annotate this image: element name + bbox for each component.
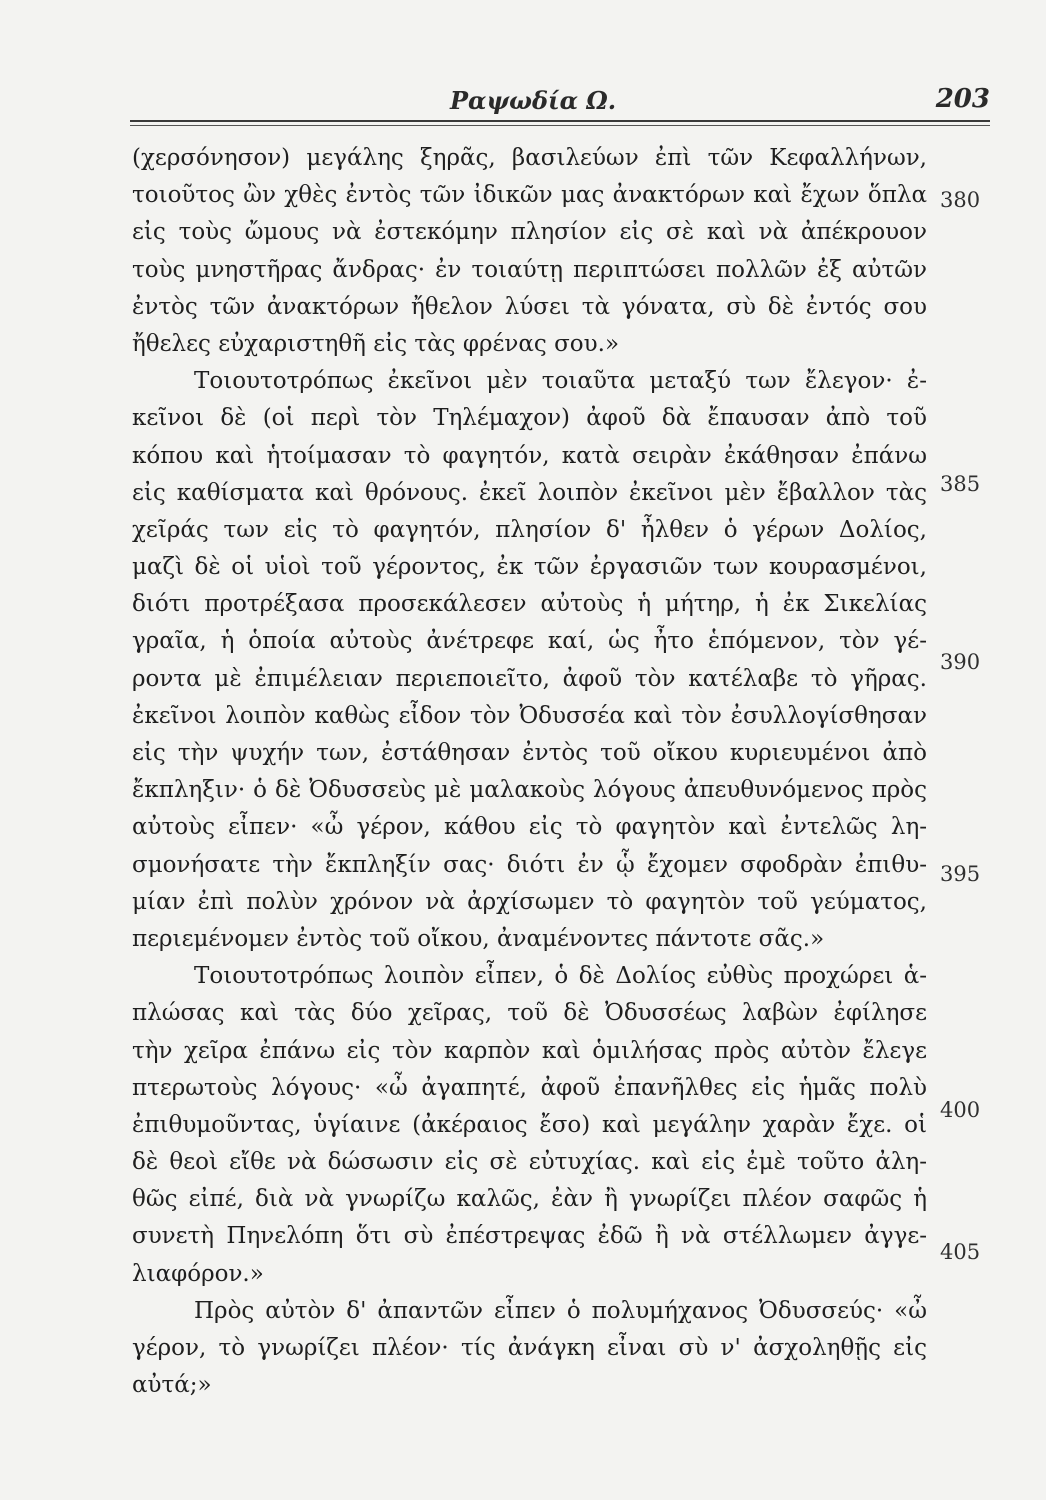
text-line: ἐντὸς τῶν ἀνακτόρων ἤθελον λύσει τὰ γόνατα, σὺ δὲ ἐντός σου [132, 293, 927, 320]
text-line: λιαφόρον.» [132, 1260, 264, 1287]
header-rule-thin [130, 125, 990, 126]
line-number: 395 [940, 862, 981, 886]
page-header [130, 82, 990, 122]
text-line: χεῖράς των εἰς τὸ φαγητόν, πλησίον δ' ἦλθεν ὁ γέρων Δολίος, [132, 516, 927, 543]
text-line: εἰς τοὺς ὤμους νὰ ἐστεκόμην πλησίον εἰς σὲ καὶ νὰ ἀπέκρουον [132, 219, 927, 246]
text-line: σμονήσατε τὴν ἔκπληξίν σας· διότι ἐν ᾧ ἔχομεν σφοδρὰν ἐπιθυ- [132, 851, 927, 878]
text-line: κεῖνοι δὲ (οἱ περὶ τὸν Τηλέμαχον) ἀφοῦ δὰ ἔπαυσαν ἀπὸ τοῦ [132, 405, 927, 432]
text-line: περιεμένομεν ἐντὸς τοῦ οἴκου, ἀναμένοντες πάντοτε σᾶς.» [132, 925, 825, 952]
text-line: διότι προτρέξασα προσεκάλεσεν αὐτοὺς ἡ μήτηρ, ἡ ἐκ Σικελίας [132, 591, 927, 618]
line-number: 390 [940, 650, 981, 674]
text-line: αὐτά;» [132, 1372, 212, 1399]
text-line: πτερωτοὺς λόγους· «ὦ ἀγαπητέ, ἀφοῦ ἐπανῆλθες εἰς ἡμᾶς πολὺ [132, 1074, 927, 1101]
text-line: εἰς καθίσματα καὶ θρόνους. ἐκεῖ λοιπὸν ἐκεῖνοι μὲν ἔβαλλον τὰς [132, 479, 927, 506]
text-line: τοιοῦτος ὢν χθὲς ἐντὸς τῶν ἰδικῶν μας ἀνακτόρων καὶ ἔχων ὅπλα [132, 182, 927, 209]
text-line: ροντα μὲ ἐπιμέλειαν περιεποιεῖτο, ἀφοῦ τὸν κατέλαβε τὸ γῆρας. [132, 665, 927, 692]
text-line: εἰς τὴν ψυχήν των, ἐστάθησαν ἐντὸς τοῦ οἴκου κυριευμένοι ἀπὸ [132, 740, 927, 766]
running-title: Ραψωδία Ω. [450, 86, 617, 115]
text-line: γραῖα, ἡ ὁποία αὐτοὺς ἀνέτρεφε καί, ὡς ἦτο ἑπόμενον, τὸν γέ- [132, 628, 927, 655]
text-line: συνετὴ Πηνελόπη ὅτι σὺ ἐπέστρεψας ἐδῶ ἢ νὰ στέλλωμεν ἀγγε- [132, 1223, 927, 1250]
text-line: Τοιουτοτρόπως λοιπὸν εἶπεν, ὁ δὲ Δολίος εὐθὺς προχώρει ἁ- [194, 963, 927, 990]
text-line: Τοιουτοτρόπως ἐκεῖνοι μὲν τοιαῦτα μεταξύ των ἔλεγον· ἐ- [194, 368, 927, 395]
text-line: πλώσας καὶ τὰς δύο χεῖρας, τοῦ δὲ Ὀδυσσέως λαβὼν ἐφίλησε [132, 1000, 927, 1027]
line-number: 400 [940, 1098, 981, 1122]
text-line: αὐτοὺς εἶπεν· «ὦ γέρον, κάθου εἰς τὸ φαγητὸν καὶ ἐντελῶς λη- [132, 814, 927, 841]
page-number: 203 [935, 84, 990, 114]
text-line: ἤθελες εὐχαριστηθῆ εἰς τὰς φρένας σου.» [132, 330, 620, 357]
text-line: μίαν ἐπὶ πολὺν χρόνον νὰ ἀρχίσωμεν τὸ φαγητὸν τοῦ γεύματος, [132, 888, 927, 915]
text-line: (χερσόνησον) μεγάλης ξηρᾶς, βασιλεύων ἐπὶ τῶν Κεφαλλήνων, [132, 145, 927, 171]
line-number: 385 [940, 472, 981, 496]
text-line: γέρον, τὸ γνωρίζει πλέον· τίς ἀνάγκη εἶναι σὺ ν' ἀσχοληθῇς εἰς [132, 1335, 927, 1361]
text-line: Πρὸς αὐτὸν δ' ἀπαντῶν εἶπεν ὁ πολυμήχανος Ὀδυσσεύς· «ὦ [194, 1297, 927, 1324]
text-line: τὴν χεῖρα ἐπάνω εἰς τὸν καρπὸν καὶ ὁμιλήσας πρὸς αὐτὸν ἔλεγε [132, 1037, 927, 1064]
text-line: δὲ θεοὶ εἴθε νὰ δώσωσιν εἰς σὲ εὐτυχίας. καὶ εἰς ἐμὲ τοῦτο ἀλη- [132, 1149, 927, 1176]
line-number: 405 [940, 1240, 981, 1264]
text-line: κόπου καὶ ἡτοίμασαν τὸ φαγητόν, κατὰ σειρὰν ἐκάθησαν ἐπάνω [132, 442, 927, 469]
body-text [132, 140, 927, 1404]
text-line: μαζὶ δὲ οἱ υἱοὶ τοῦ γέροντος, ἐκ τῶν ἐργασιῶν των κουρασμένοι, [132, 554, 927, 581]
line-number: 380 [940, 188, 981, 212]
text-line: ἐκεῖνοι λοιπὸν καθὼς εἶδον τὸν Ὀδυσσέα καὶ τὸν ἐσυλλογίσθησαν [132, 702, 927, 729]
header-rule [130, 120, 990, 122]
text-line: ἔκπληξιν· ὁ δὲ Ὀδυσσεὺς μὲ μαλακοὺς λόγους ἀπευθυνόμενος πρὸς [132, 777, 927, 804]
text-line: ἐπιθυμοῦντας, ὑγίαινε (ἀκέραιος ἔσο) καὶ μεγάλην χαρὰν ἔχε. οἱ [132, 1111, 927, 1138]
text-line: θῶς εἰπέ, διὰ νὰ γνωρίζω καλῶς, ἐὰν ἢ γνωρίζει πλέον σαφῶς ἡ [132, 1186, 927, 1213]
text-line: τοὺς μνηστῆρας ἄνδρας· ἐν τοιαύτῃ περιπτώσει πολλῶν ἐξ αὐτῶν [132, 256, 927, 283]
